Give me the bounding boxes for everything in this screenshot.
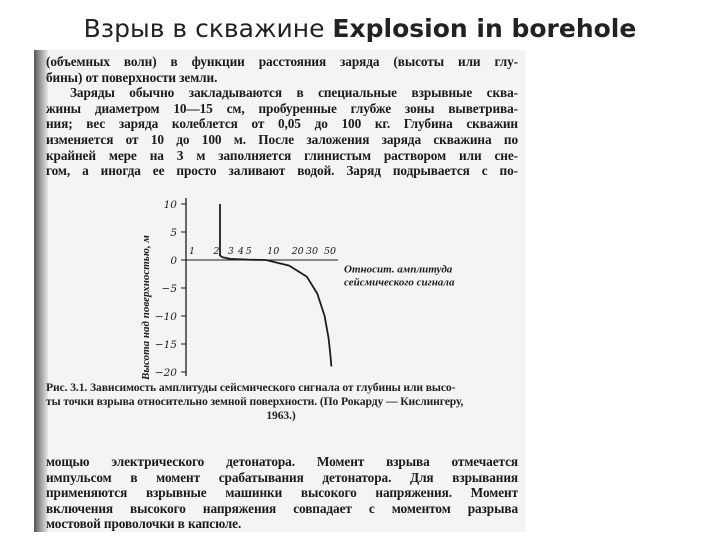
- slide-title-ru: Взрыв в скважине: [83, 14, 325, 43]
- curve-label: Относит. амплитуда: [344, 263, 453, 276]
- amplitude-curve: [220, 204, 331, 366]
- top-paragraph: [46, 54, 518, 179]
- caption-line: ты точки взрыва относительно земной поверхности. (По Рокарду — Кислингеру,: [46, 395, 464, 409]
- y-tick-label: −15: [154, 339, 177, 351]
- y-tick-label: 5: [170, 227, 177, 239]
- y-axis-title: Высота над поверхностью, м: [140, 235, 152, 380]
- x-tick-label: 10: [267, 246, 280, 257]
- text-line: (объемных волн) в функции расстояния заряда (высоты или глу-: [46, 54, 518, 69]
- y-tick-label: 0: [170, 255, 177, 267]
- text-line: крайней мере на 3 м заполняется глинистым раствором или сне-: [46, 147, 518, 163]
- text-line: ния; вес заряда колеблется от 0,05 до 100 кг. Глубина скважин: [46, 116, 518, 132]
- y-tick-label: −20: [154, 367, 177, 379]
- figure-caption: [46, 381, 516, 424]
- text-line: изменяется от 10 до 100 м. После заложения заряда скважина по: [46, 131, 518, 147]
- y-tick-label: −5: [161, 283, 177, 295]
- text-line: мостовой проволочки в капсюле.: [46, 516, 242, 532]
- scanned-page: [34, 50, 526, 532]
- x-tick-label: 5: [245, 246, 252, 257]
- slide-title-en: Explosion in borehole: [332, 14, 637, 43]
- slide-title: [0, 14, 720, 43]
- text-line: гом, а иногда ее просто заливают водой. Заряд подрывается с по-: [46, 163, 518, 179]
- text-line: Заряды обычно закладываются в специальные взрывные сква-: [70, 85, 518, 101]
- text-line: мощью электрического детонатора. Момент взрыва отмечается: [46, 454, 518, 469]
- text-line: импульсом в момент срабатывания детонатора. Для взрывания: [46, 469, 518, 485]
- x-tick-label: 2: [213, 246, 220, 257]
- x-tick-label: 1: [188, 246, 196, 257]
- x-tick-label: 4: [237, 246, 244, 257]
- x-tick-label: 20: [291, 246, 304, 257]
- text-line: бины) от поверхности земли.: [46, 69, 218, 85]
- x-tick-label: 30: [305, 246, 319, 257]
- text-line: применяются взрывные машинки высокого напряжения. Момент: [46, 485, 518, 501]
- text-line: жины диаметром 10—15 см, пробуренные глубже зоны выветрива-: [46, 100, 518, 116]
- y-tick-label: −10: [154, 311, 177, 323]
- x-tick-label: 50: [323, 246, 337, 257]
- caption-line: 1963.): [266, 409, 296, 423]
- x-tick-label: 3: [227, 246, 234, 257]
- bottom-paragraph: [46, 454, 518, 532]
- amplitude-depth-chart: [134, 192, 474, 380]
- caption-line: Рис. 3.1. Зависимость амплитуды сейсмического сигнала от глубины или высо-: [46, 381, 456, 394]
- y-tick-label: 10: [163, 199, 177, 211]
- curve-label: сейсмического сигнала: [344, 276, 455, 289]
- text-line: включения высокого напряжения совпадает с моментом разрыва: [46, 500, 518, 516]
